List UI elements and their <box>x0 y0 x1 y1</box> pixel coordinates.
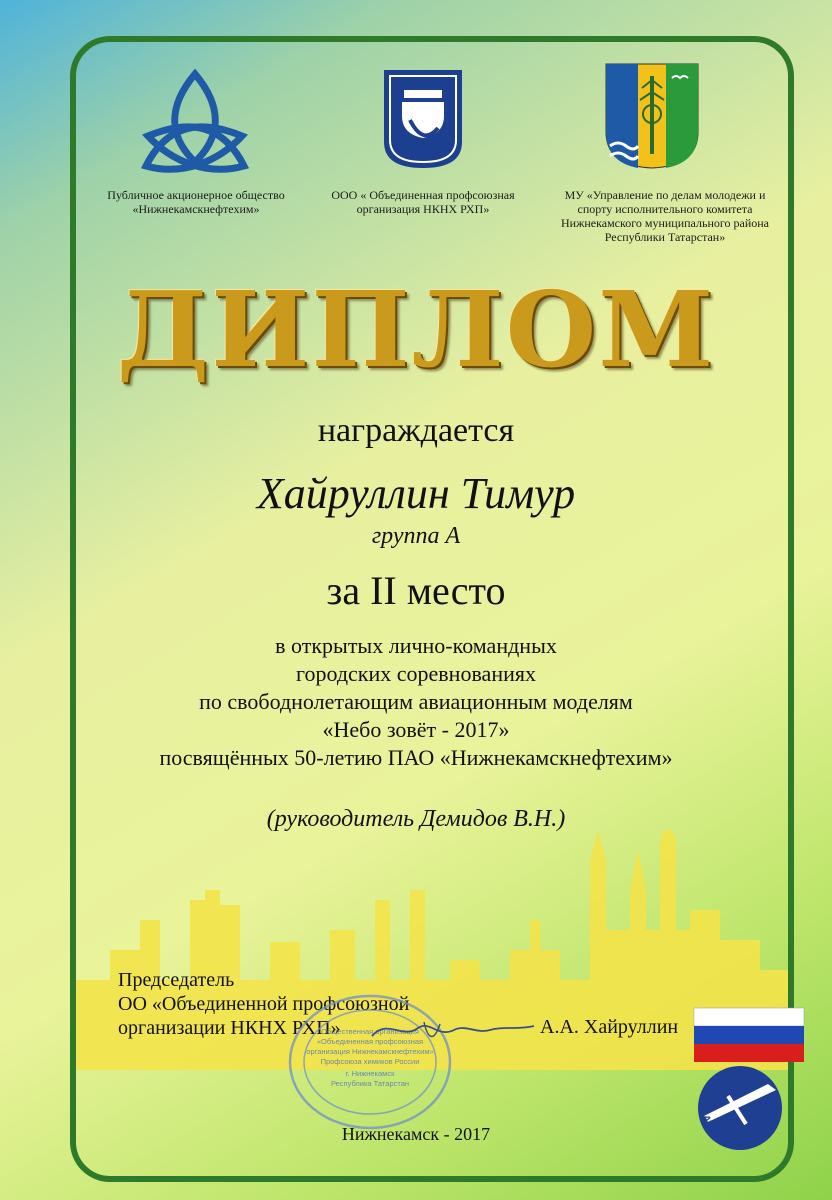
nizhnekamsk-coat-of-arms <box>604 62 700 170</box>
awarded-label: награждается <box>317 412 515 449</box>
logo1-caption: Публичное акционерное общество «Нижнекамскнефтехим» <box>107 188 285 216</box>
stamp-line-3: организация Нижнекамскнефтехим» <box>306 1047 434 1056</box>
signatory-name: А.А. Хайруллин <box>540 1016 679 1038</box>
stamp-line-4: Профсоюза химиков России <box>320 1057 420 1066</box>
aero-logo-text: АВИАМОДЕЛИСТ <box>699 1113 773 1150</box>
nknh-triquetra-logo <box>138 66 252 178</box>
union-shield-logo <box>382 68 464 170</box>
description-line-3: по свободнолетающим авиационным моделям <box>199 689 633 714</box>
description-line-4: «Небо зовёт - 2017» <box>322 717 510 742</box>
logo2-caption: ООО « Объединенная профсоюзная организация НКНХ РХП» <box>331 188 515 216</box>
diploma-title: ДИПЛОМ <box>116 268 716 391</box>
description-line-2: городских соревнованиях <box>296 661 536 686</box>
award-place: за II место <box>326 568 506 613</box>
leader-line: (руководитель Демидов В.Н.) <box>266 806 566 832</box>
stamp-line-5: г. Нижнекамск <box>345 1069 395 1078</box>
stamp-line-6: Республика Татарстан <box>330 1079 410 1088</box>
description-line-1: в открытых лично-командных <box>275 633 557 658</box>
recipient-group: группа А <box>371 523 461 549</box>
signature-title-line-1: Председатель <box>118 969 235 991</box>
stamp-line-1: Общественная организация <box>321 1027 419 1036</box>
recipient-name: Хайруллин Тимур <box>256 469 576 518</box>
description-line-5: посвящённых 50-летию ПАО «Нижнекамскнефтехим» <box>159 745 673 770</box>
city-and-year: Нижнекамск - 2017 <box>341 1124 491 1144</box>
signature-title-line-2: ОО «Объединенной профсоюзной <box>118 993 410 1015</box>
stamp-line-2: «Объединенная профсоюзная <box>316 1037 424 1046</box>
signature-title-line-3: организации НКНХ РХП» <box>118 1017 341 1039</box>
handwritten-signature <box>368 1010 538 1050</box>
logo3-caption: МУ «Управление по делам молодежи и спорту исполнительного комитета Нижнекамского муниципального района Республики Татарстан» <box>560 188 769 244</box>
